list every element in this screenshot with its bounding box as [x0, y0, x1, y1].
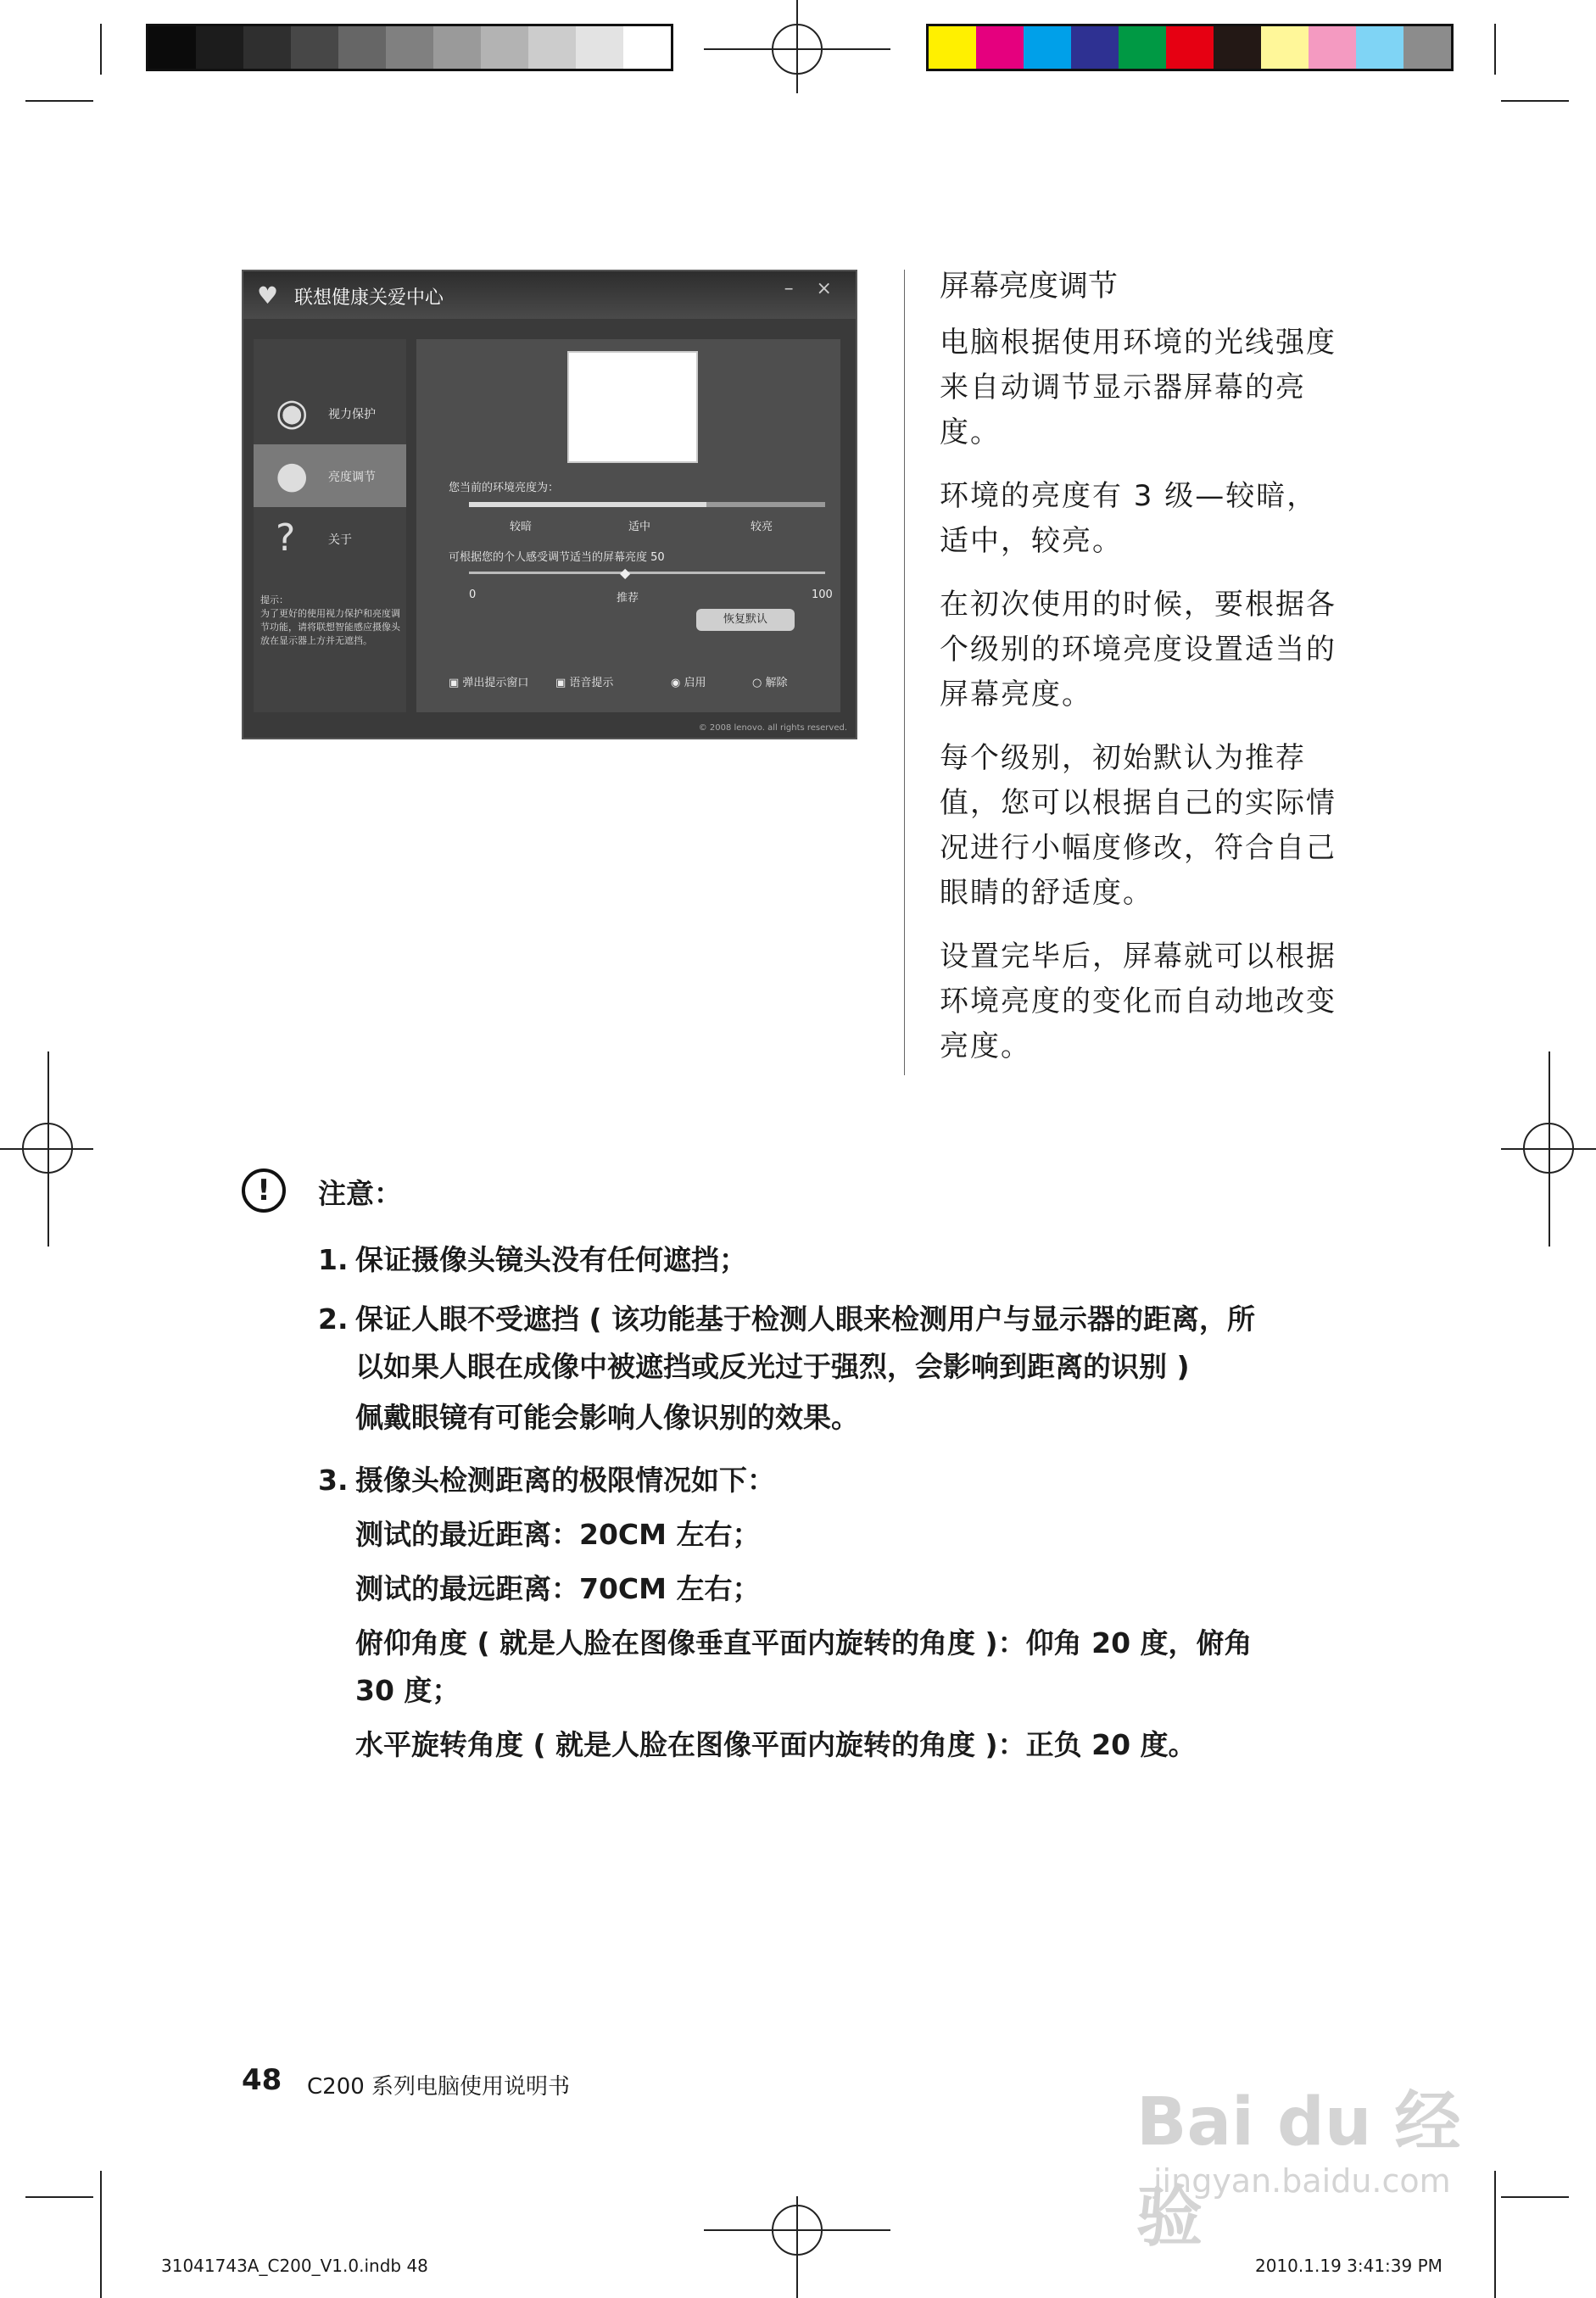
color-swatch — [1309, 26, 1356, 69]
gray-swatch — [243, 26, 291, 69]
crop-mark — [1501, 1148, 1596, 1150]
item-text: 保证人眼不受遮挡 ( 该功能基于检测人眼来检测用户与显示器的距离，所 — [355, 1302, 1256, 1336]
note-item-2 — [318, 1296, 1370, 1343]
item-text: 摄像头检测距离的极限情况如下： — [355, 1464, 775, 1497]
color-swatch — [1214, 26, 1261, 69]
option-voice[interactable]: ▣ 语音提示 — [555, 677, 614, 689]
note-item-2-cont: 以如果人眼在成像中被遮挡或反光过于强烈，会影响到距离的识别 ) — [355, 1350, 1190, 1383]
note-item-3a: 测试的最近距离：20CM 左右； — [355, 1518, 761, 1551]
window-title: 联想健康关爱中心 — [294, 287, 444, 309]
gray-swatch — [386, 26, 433, 69]
env-level-bright: 较亮 — [751, 521, 773, 533]
gray-swatch — [528, 26, 576, 69]
page-number: 48 — [242, 2063, 282, 2097]
crop-mark — [25, 2196, 93, 2198]
gray-swatch — [576, 26, 623, 69]
gray-swatch — [291, 26, 338, 69]
gray-swatch — [148, 26, 196, 69]
gray-swatch — [481, 26, 528, 69]
app-screenshot — [242, 270, 857, 739]
slider-thumb[interactable]: ◆ — [620, 565, 631, 581]
description-column — [940, 263, 1338, 1088]
crop-mark — [0, 1148, 93, 1150]
heart-icon: ♥ — [257, 282, 279, 310]
color-swatch — [1166, 26, 1214, 69]
crop-mark — [1494, 24, 1496, 75]
paragraph: 设置完毕后，屏幕就可以根据环境亮度的变化而自动地改变亮度。 — [940, 940, 1337, 1063]
env-level-dark: 较暗 — [510, 521, 533, 533]
color-swatch — [1119, 26, 1166, 69]
slug-date: 2010.1.19 3:41:39 PM — [1255, 2256, 1443, 2276]
color-swatch — [1071, 26, 1119, 69]
question-icon: ? — [276, 516, 296, 560]
note-item-3d: 水平旋转角度 ( 就是人脸在图像平面内旋转的角度 )：正负 20 度。 — [355, 1728, 1197, 1761]
note-item-3b: 测试的最远距离：70CM 左右； — [355, 1572, 761, 1605]
paragraph: 每个级别，初始默认为推荐值，您可以根据自己的实际情况进行小幅度修改，符合自己眼睛的舒适度。 — [940, 741, 1337, 910]
book-title: C200 系列电脑使用说明书 — [307, 2074, 571, 2100]
slug-file: 31041743A_C200_V1.0.indb 48 — [161, 2256, 428, 2276]
watermark-brand: Bai du 经验 — [1136, 2084, 1461, 2256]
gray-swatch — [196, 26, 243, 69]
crop-mark — [796, 0, 798, 93]
option-enable-label: 启用 — [684, 677, 706, 689]
column-rule — [904, 270, 905, 1075]
sidebar-item-label: 亮度调节 — [328, 471, 376, 484]
warning-icon: ! — [242, 1169, 286, 1213]
item-number: 3. — [318, 1464, 349, 1497]
note-item-1 — [318, 1236, 1370, 1284]
paragraph: 环境的亮度有 3 级—较暗，适中，较亮。 — [940, 479, 1318, 558]
option-popup-label: 弹出提示窗口 — [462, 677, 529, 689]
item-text: 保证摄像头镜头没有任何遮挡； — [355, 1243, 747, 1276]
copyright: © 2008 lenovo. all rights reserved. — [698, 723, 847, 733]
color-swatch — [1024, 26, 1071, 69]
paragraph: 电脑根据使用环境的光线强度来自动调节显示器屏幕的亮度。 — [940, 326, 1337, 449]
gray-color-bar — [146, 24, 673, 71]
tip-text: 提示： 为了更好的使用视力保护和亮度调节功能，请将联想智能感应摄像头放在显示器上方并无遮挡。 — [260, 594, 400, 646]
env-level-medium: 适中 — [628, 521, 651, 533]
scale-recommended: 推荐 — [617, 592, 639, 605]
color-swatch — [929, 26, 976, 69]
note-title: 注意： — [318, 1177, 402, 1210]
eye-icon: ◉ — [276, 391, 309, 434]
sidebar-item-eye-care[interactable] — [254, 382, 406, 444]
watermark-url: jingyan.baidu.com — [1153, 2162, 1451, 2200]
crop-mark — [100, 24, 102, 75]
brightness-panel — [416, 339, 840, 712]
crop-mark — [100, 2171, 102, 2298]
note-item-3 — [318, 1457, 1370, 1504]
note-item-3c: 俯仰角度 ( 就是人脸在图像垂直平面内旋转的角度 )：仰角 20 度，俯角 — [355, 1626, 1253, 1659]
brightness-slider[interactable] — [469, 572, 825, 574]
option-popup[interactable]: ▣ 弹出提示窗口 — [449, 677, 529, 689]
crop-mark — [1501, 2196, 1569, 2198]
adjust-label: 可根据您的个人感受调节适当的屏幕亮度 50 — [449, 551, 665, 564]
brightness-preview — [567, 351, 698, 463]
item-number: 1. — [318, 1243, 349, 1276]
gray-swatch — [338, 26, 386, 69]
note-item-2-extra: 佩戴眼镜有可能会影响人像识别的效果。 — [355, 1401, 859, 1434]
env-level-fill — [469, 502, 706, 507]
sidebar — [254, 339, 406, 712]
color-swatch — [1403, 26, 1451, 69]
env-label: 您当前的环境亮度为： — [449, 482, 560, 494]
window-controls[interactable]: – × — [784, 278, 840, 299]
option-voice-label: 语音提示 — [569, 677, 614, 689]
crop-mark — [1494, 2171, 1496, 2298]
crop-mark — [25, 100, 93, 102]
sidebar-item-label: 关于 — [328, 533, 352, 547]
crop-mark — [1501, 100, 1569, 102]
sidebar-item-about[interactable] — [254, 507, 406, 570]
bulb-icon: ● — [276, 454, 309, 497]
scale-max: 100 — [812, 588, 833, 601]
color-swatch — [1356, 26, 1403, 69]
note-item-3c-cont: 30 度； — [355, 1674, 460, 1707]
crop-mark — [796, 2196, 798, 2298]
title-bar — [243, 271, 856, 319]
scale-min: 0 — [469, 588, 477, 601]
color-swatch — [1261, 26, 1309, 69]
paragraph: 在初次使用的时候，要根据各个级别的环境亮度设置适当的屏幕亮度。 — [940, 588, 1337, 711]
process-color-bar — [926, 24, 1454, 71]
sidebar-item-label: 视力保护 — [328, 408, 376, 421]
gray-swatch — [623, 26, 671, 69]
watermark — [1136, 2035, 1493, 2256]
restore-default-button[interactable]: 恢复默认 — [696, 609, 795, 631]
option-disable-label: 解除 — [765, 677, 788, 689]
color-swatch — [976, 26, 1024, 69]
section-heading: 屏幕亮度调节 — [940, 270, 1119, 304]
option-enable[interactable]: ◉ 启用 — [671, 677, 706, 689]
item-number: 2. — [318, 1302, 349, 1336]
sidebar-item-brightness[interactable] — [254, 444, 406, 507]
gray-swatch — [433, 26, 481, 69]
option-disable[interactable]: ○ 解除 — [752, 677, 788, 689]
